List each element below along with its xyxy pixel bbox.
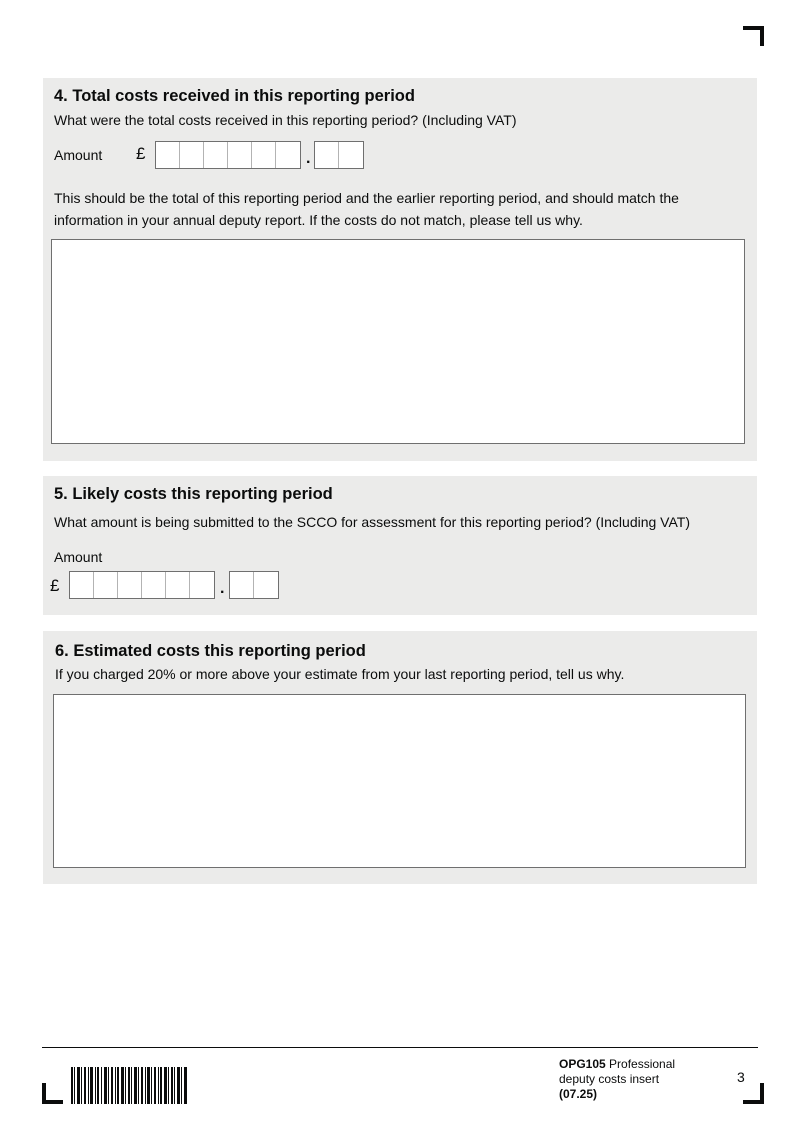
footer-divider — [42, 1047, 758, 1048]
footer-form-title-line2: deputy costs insert — [559, 1072, 660, 1086]
digit-box[interactable] — [204, 142, 228, 168]
section-5-decimal-point: . — [220, 580, 225, 597]
digit-box[interactable] — [142, 572, 166, 598]
digit-box[interactable] — [180, 142, 204, 168]
section-5-pound-sign: £ — [50, 576, 60, 595]
section-4-note-line-1: This should be the total of this reporting period and the earlier reporting period, and should match the — [54, 190, 679, 206]
digit-box[interactable] — [166, 572, 190, 598]
digit-box[interactable] — [94, 572, 118, 598]
section-5-amount-label: Amount — [54, 549, 103, 565]
digit-box[interactable] — [252, 142, 276, 168]
section-4-pound-sign: £ — [136, 144, 146, 163]
footer-form-code: OPG105 — [559, 1057, 606, 1071]
digit-box[interactable] — [190, 572, 214, 598]
digit-box[interactable] — [315, 142, 339, 168]
section-5-question: What amount is being submitted to the SCCO for assessment for this reporting period? (Including VAT) — [54, 514, 690, 530]
digit-box[interactable] — [276, 142, 300, 168]
page-number: 3 — [737, 1069, 745, 1085]
section-4-note-line-2: information in your annual deputy report. If the costs do not match, please tell us why. — [54, 212, 583, 228]
section-4-decimal-point: . — [306, 150, 311, 167]
section-4-pence-boxes[interactable] — [314, 141, 364, 169]
digit-box[interactable] — [339, 142, 363, 168]
corner-mark-bottom-right-h — [743, 1100, 764, 1104]
section-5-pounds-boxes[interactable] — [69, 571, 215, 599]
digit-box[interactable] — [70, 572, 94, 598]
section-5-heading: 5. Likely costs this reporting period — [54, 485, 333, 503]
section-4-explanation-textbox[interactable] — [51, 239, 745, 444]
footer-form-reference — [559, 1057, 699, 1102]
digit-box[interactable] — [254, 572, 278, 598]
barcode-image — [71, 1067, 187, 1104]
section-5-pence-boxes[interactable] — [229, 571, 279, 599]
corner-mark-top-right-v — [760, 26, 764, 46]
section-4-heading: 4. Total costs received in this reporting period — [54, 87, 415, 105]
section-6-heading: 6. Estimated costs this reporting period — [55, 642, 366, 660]
digit-box[interactable] — [156, 142, 180, 168]
section-6-question: If you charged 20% or more above your estimate from your last reporting period, tell us why. — [55, 666, 625, 682]
section-4-question: What were the total costs received in this reporting period? (Including VAT) — [54, 112, 517, 128]
digit-box[interactable] — [230, 572, 254, 598]
section-6-explanation-textbox[interactable] — [53, 694, 746, 868]
footer-form-title-part1: Professional — [605, 1057, 676, 1071]
corner-mark-bottom-left-h — [42, 1100, 63, 1104]
digit-box[interactable] — [118, 572, 142, 598]
footer-version: (07.25) — [559, 1087, 598, 1101]
section-4-amount-label: Amount — [54, 147, 103, 163]
digit-box[interactable] — [228, 142, 252, 168]
section-4-pounds-boxes[interactable] — [155, 141, 301, 169]
